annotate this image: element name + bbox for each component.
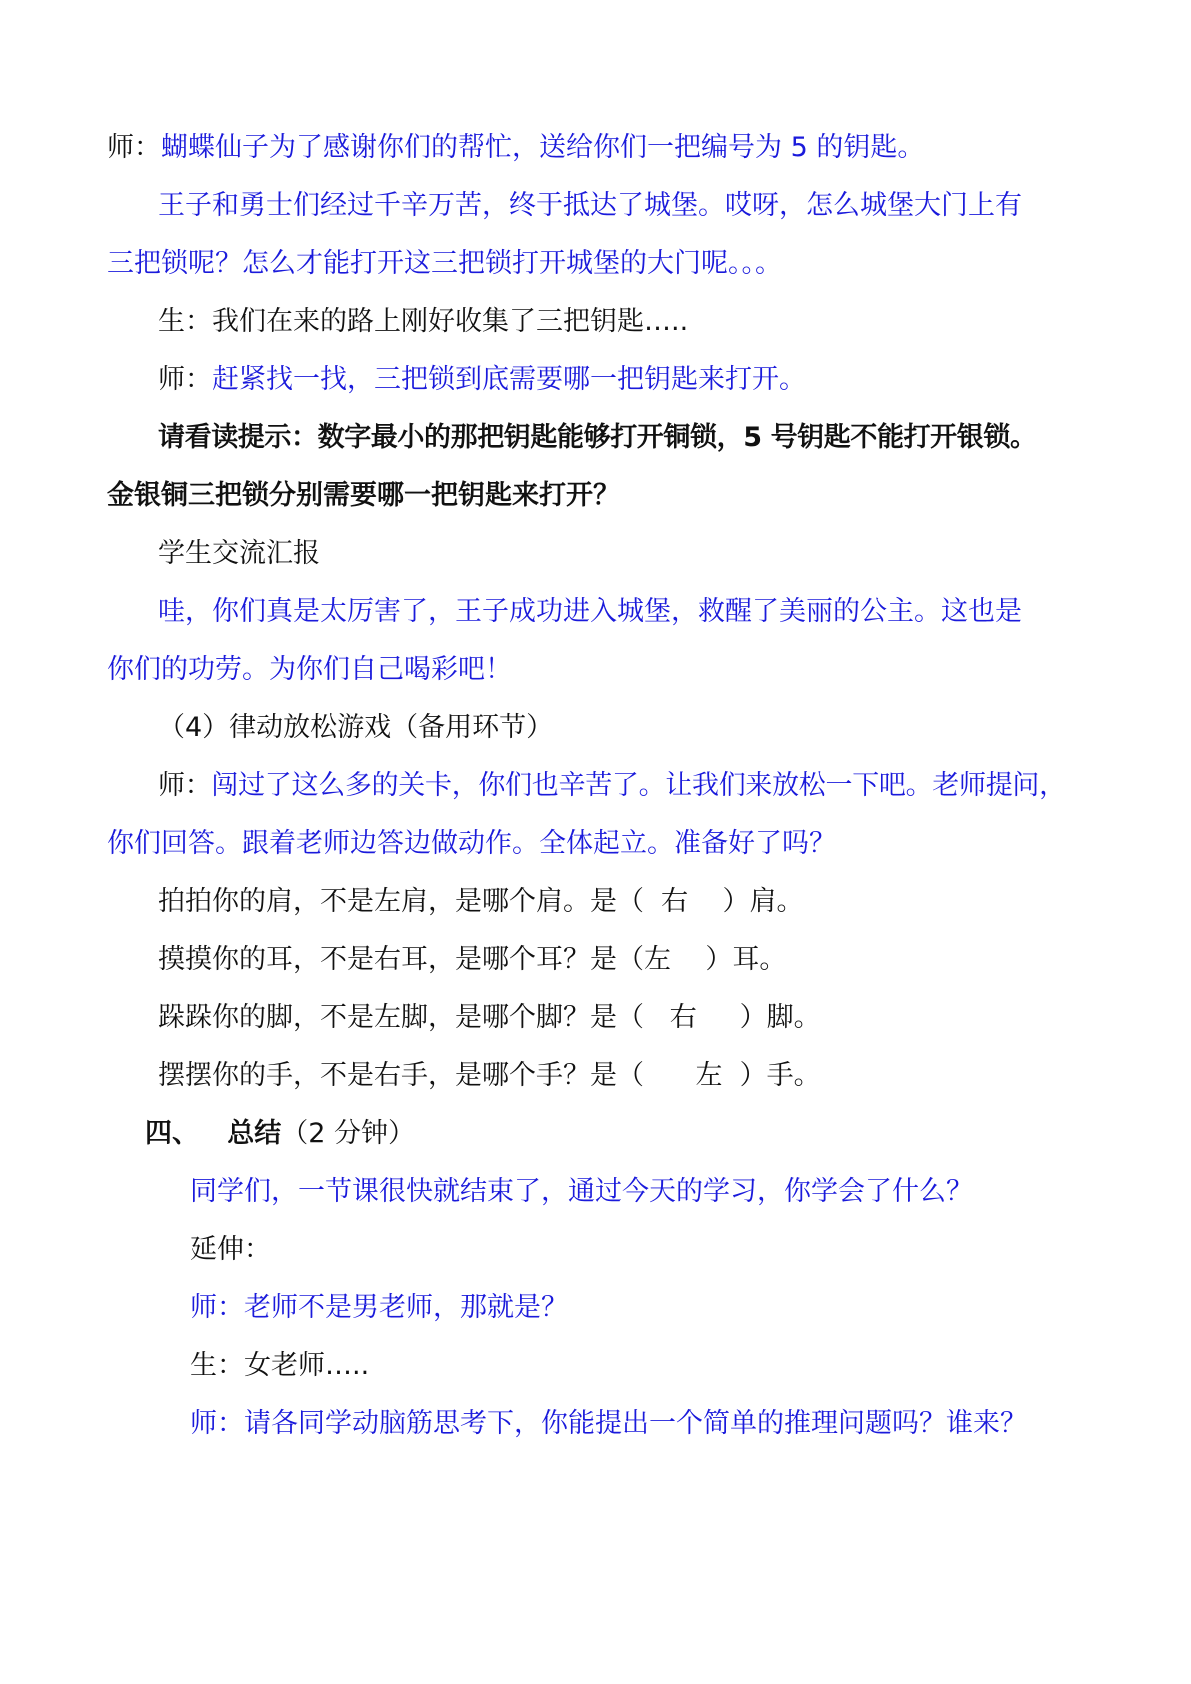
text-line-19: 同学们，一节课很快就结束了，通过今天的学习，你学会了什么？ bbox=[190, 1176, 973, 1207]
text-line-22: 生：女老师….. bbox=[190, 1350, 370, 1381]
text-line-12 bbox=[158, 768, 1066, 804]
section-heading bbox=[145, 1116, 415, 1152]
text-line-17: 摆摆你的手，不是右手，是哪个手？是（ 左 ）手。 bbox=[158, 1060, 821, 1091]
line-text: 蝴蝶仙子为了感谢你们的帮忙，送给你们一把编号为 5 的钥匙。 bbox=[161, 132, 925, 163]
text-line-1 bbox=[107, 130, 924, 166]
speaker-label: 师： bbox=[107, 132, 161, 163]
text-line-5 bbox=[158, 362, 806, 398]
text-line-3: 三把锁呢？怎么才能打开这三把锁打开城堡的大门呢。。。 bbox=[107, 248, 782, 279]
text-line-6: 请看读提示：数字最小的那把钥匙能够打开铜锁，5 号钥匙不能打开银锁。 bbox=[158, 422, 1037, 453]
line-text: 赶紧找一找，三把锁到底需要哪一把钥匙来打开。 bbox=[212, 364, 806, 395]
text-line-2: 王子和勇士们经过千辛万苦，终于抵达了城堡。哎呀，怎么城堡大门上有 bbox=[158, 190, 1022, 221]
line-text: 闯过了这么多的关卡，你们也辛苦了。让我们来放松一下吧。老师提问， bbox=[211, 770, 1066, 801]
speaker-label: 师： bbox=[158, 770, 212, 801]
text-line-20: 延伸： bbox=[190, 1234, 271, 1265]
heading-label: 四、 总结 bbox=[145, 1118, 282, 1149]
text-line-10: 你们的功劳。为你们自己喝彩吧！ bbox=[107, 654, 512, 685]
text-line-15: 摸摸你的耳，不是右耳，是哪个耳？是（左 ）耳。 bbox=[158, 944, 787, 975]
text-line-4: 生：我们在来的路上刚好收集了三把钥匙….. bbox=[158, 306, 689, 337]
text-line-21: 师：老师不是男老师，那就是？ bbox=[190, 1292, 568, 1323]
text-line-13: 你们回答。跟着老师边答边做动作。全体起立。准备好了吗？ bbox=[107, 828, 836, 859]
text-line-8: 学生交流汇报 bbox=[158, 538, 320, 569]
text-line-16: 跺跺你的脚，不是左脚，是哪个脚？是（ 右 ）脚。 bbox=[158, 1002, 821, 1033]
text-line-23: 师：请各同学动脑筋思考下，你能提出一个简单的推理问题吗？谁来？ bbox=[190, 1408, 1027, 1439]
text-line-14: 拍拍你的肩，不是左肩，是哪个肩。是（ 右 ）肩。 bbox=[158, 886, 804, 917]
heading-duration: （2 分钟） bbox=[281, 1118, 415, 1149]
text-line-9: 哇，你们真是太厉害了，王子成功进入城堡，救醒了美丽的公主。这也是 bbox=[158, 596, 1022, 627]
text-line-11: （4）律动放松游戏（备用环节） bbox=[158, 712, 554, 743]
speaker-label: 师： bbox=[158, 364, 212, 395]
text-line-7: 金银铜三把锁分别需要哪一把钥匙来打开？ bbox=[107, 480, 620, 511]
